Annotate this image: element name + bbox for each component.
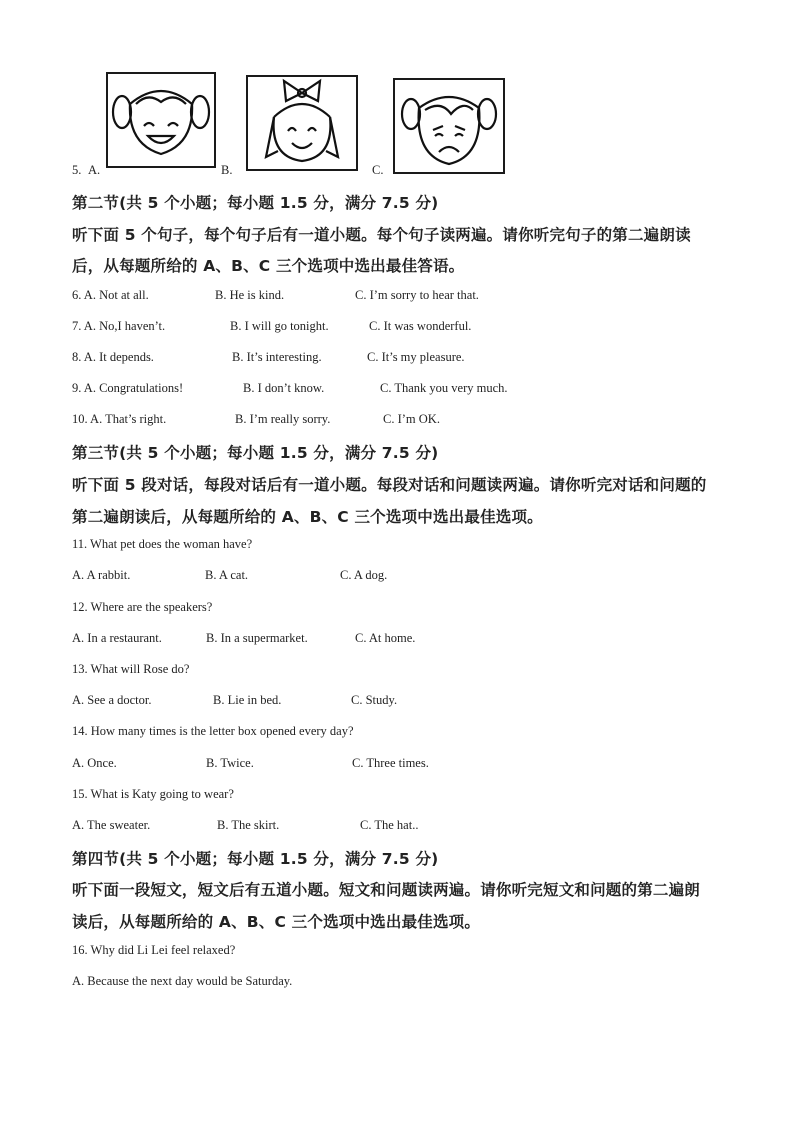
q5-option-c-label: C. xyxy=(372,163,384,177)
q10-option-a: 10. A. That’s right. xyxy=(72,412,167,426)
q14-option-a: A. Once. xyxy=(72,756,117,770)
q8-option-a: 8. A. It depends. xyxy=(72,350,154,364)
section2-instruction-line1: 听下面 5 个句子，每个句子后有一道小题。每个句子读两遍。请你听完句子的第二遍朗读 xyxy=(72,226,691,244)
q12-option-c: C. At home. xyxy=(355,631,416,645)
q6-option-b: B. He is kind. xyxy=(215,288,285,302)
q6-option-a: 6. A. Not at all. xyxy=(72,288,149,302)
q5-option-b-label: B. xyxy=(221,163,233,177)
q13-question: 13. What will Rose do? xyxy=(72,662,190,676)
section4-instruction-line2: 读后，从每题所给的 A、B、C 三个选项中选出最佳选项。 xyxy=(72,913,481,931)
q10-option-b: B. I’m really sorry. xyxy=(235,412,331,426)
q7-option-c: C. It was wonderful. xyxy=(369,319,472,333)
q14-option-b: B. Twice. xyxy=(206,756,254,770)
q7-option-a: 7. A. No,I haven’t. xyxy=(72,319,166,333)
q7-option-b: B. I will go tonight. xyxy=(230,319,329,333)
q16-option-a: A. Because the next day would be Saturday. xyxy=(72,974,293,988)
face-picture-c xyxy=(393,78,505,174)
section3-heading: 第三节(共 5 个小题；每小题 1.5 分，满分 7.5 分) xyxy=(72,444,439,462)
section2-heading: 第二节(共 5 个小题；每小题 1.5 分，满分 7.5 分) xyxy=(72,194,439,212)
section4-heading: 第四节(共 5 个小题；每小题 1.5 分，满分 7.5 分) xyxy=(72,850,439,868)
q12-question: 12. Where are the speakers? xyxy=(72,600,213,614)
q13-option-b: B. Lie in bed. xyxy=(213,693,282,707)
happy-girl-bow-icon xyxy=(248,77,356,169)
face-picture-b xyxy=(246,75,358,171)
sad-girl-pigtails-icon xyxy=(395,80,503,172)
q14-option-c: C. Three times. xyxy=(352,756,429,770)
q12-option-a: A. In a restaurant. xyxy=(72,631,162,645)
section4-instruction-line1: 听下面一段短文，短文后有五道小题。短文和问题读两遍。请你听完短文和问题的第二遍朗 xyxy=(72,881,701,899)
q12-option-b: B. In a supermarket. xyxy=(206,631,308,645)
q11-option-a: A. A rabbit. xyxy=(72,568,131,582)
q10-option-c: C. I’m OK. xyxy=(383,412,440,426)
q8-option-b: B. It’s interesting. xyxy=(232,350,322,364)
q6-option-c: C. I’m sorry to hear that. xyxy=(355,288,479,302)
q11-option-c: C. A dog. xyxy=(340,568,388,582)
q8-option-c: C. It’s my pleasure. xyxy=(367,350,465,364)
section2-instruction-line2: 后，从每题所给的 A、B、C 三个选项中选出最佳答语。 xyxy=(72,257,465,275)
q9-option-b: B. I don’t know. xyxy=(243,381,325,395)
happy-girl-pigtails-icon xyxy=(108,74,214,166)
q5-number: 5. xyxy=(72,163,82,177)
q9-option-a: 9. A. Congratulations! xyxy=(72,381,184,395)
q15-question: 15. What is Katy going to wear? xyxy=(72,787,234,801)
q16-question: 16. Why did Li Lei feel relaxed? xyxy=(72,943,236,957)
q13-option-c: C. Study. xyxy=(351,693,398,707)
q13-option-a: A. See a doctor. xyxy=(72,693,152,707)
q9-option-c: C. Thank you very much. xyxy=(380,381,508,395)
q5-option-a-label: A. xyxy=(88,163,101,177)
q11-option-b: B. A cat. xyxy=(205,568,249,582)
q15-option-b: B. The skirt. xyxy=(217,818,280,832)
q11-question: 11. What pet does the woman have? xyxy=(72,537,253,551)
section3-instruction-line2: 第二遍朗读后，从每题所给的 A、B、C 三个选项中选出最佳选项。 xyxy=(72,508,543,526)
section3-instruction-line1: 听下面 5 段对话，每段对话后有一道小题。每段对话和问题读两遍。请你听完对话和问题的 xyxy=(72,476,707,494)
q14-question: 14. How many times is the letter box opened every day? xyxy=(72,724,354,738)
face-picture-a xyxy=(106,72,216,168)
q15-option-c: C. The hat.. xyxy=(360,818,419,832)
q15-option-a: A. The sweater. xyxy=(72,818,151,832)
